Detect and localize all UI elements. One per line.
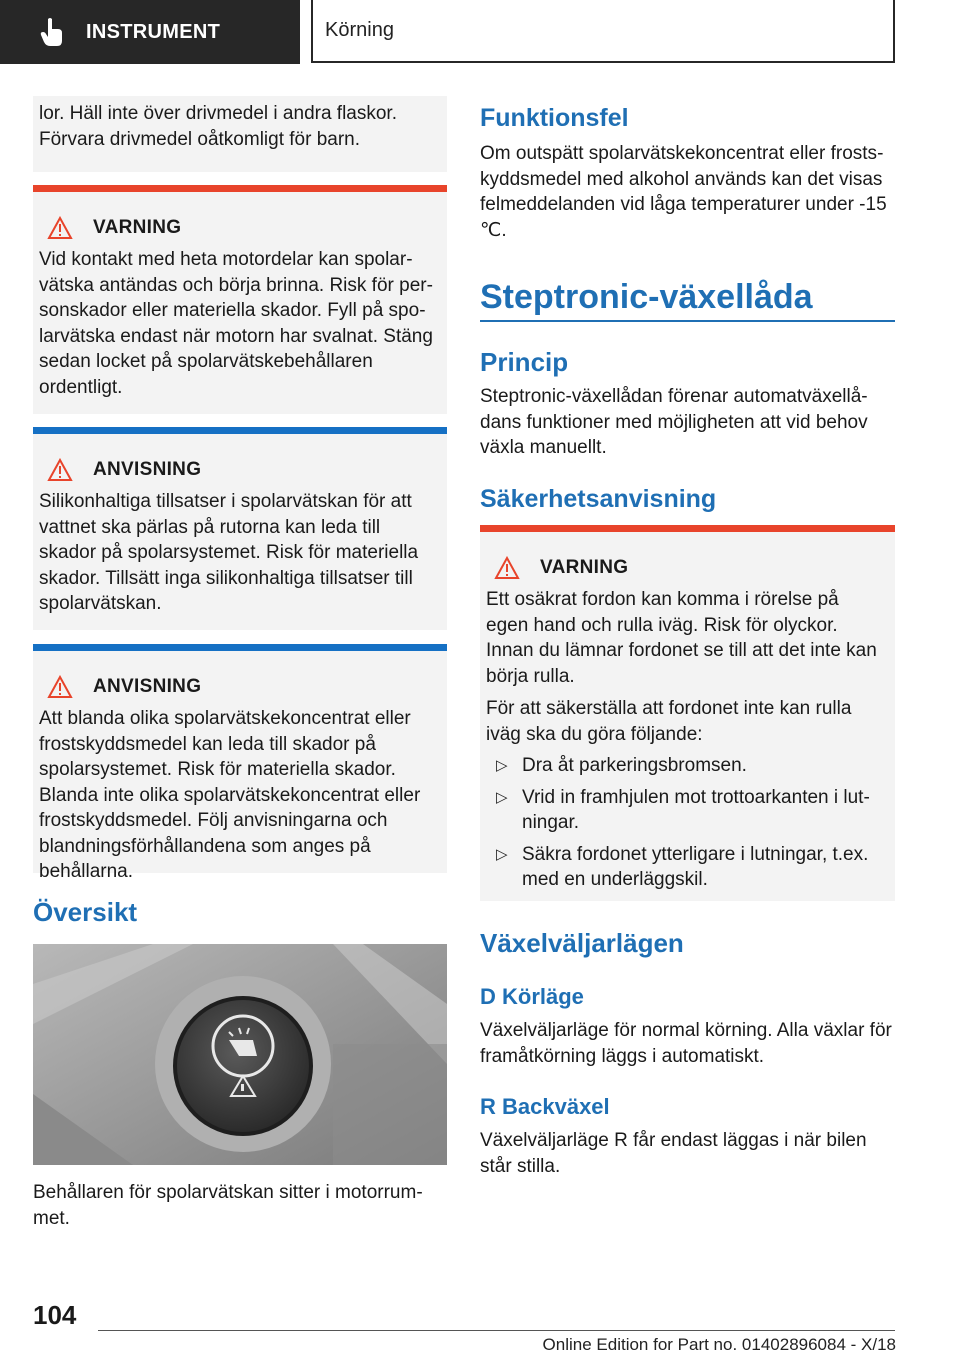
footer-rule <box>98 1330 895 1331</box>
triangle-bullet-icon: ▷ <box>496 788 508 806</box>
notice-box-2 <box>33 644 447 882</box>
notice-text: Att blanda olika spolarvätskekoncentrat eller frostskyddsmedel kan leda till skador på spolarsystemet. Risk för materiella skador. Blanda inte olika spolarvätskekoncentrat eller frostskyddsmedel. Följ anvisningarna och blandningsförhållandena som anges på behållarna. <box>39 708 421 882</box>
warning-triangle-icon <box>494 556 520 580</box>
warning-triangle-icon <box>47 458 73 482</box>
safety-heading: Säkerhetsanvisning <box>480 485 717 513</box>
notice-bar <box>33 427 447 434</box>
warning-text-2: För att säkerställa att fordonet inte kan rulla iväg ska du göra följande: <box>486 698 852 745</box>
malfunction-heading: Funktionsfel <box>480 104 629 132</box>
drive-text: Växelväljarläge för normal körning. Alla växlar för framåtkörning läggs i automatiskt. <box>480 1020 892 1067</box>
bullet-list <box>486 753 883 893</box>
selector-heading: Växelväljarlägen <box>480 928 684 958</box>
principle-text: Steptronic-växellådan förenar automatväxellådans funktioner med möjligheten att vid behov växla manuellt. <box>480 386 868 458</box>
section-title: INSTRUMENT <box>86 20 221 43</box>
intro-box <box>33 96 447 172</box>
malfunction-text: Om outspätt spolarvätskekoncentrat eller frostskyddsmedel med alkohol används kan det visas felmeddelanden vid låga temperaturer under ‑15 ℃. <box>480 143 887 241</box>
notice-label: ANVISNING <box>93 676 202 697</box>
reverse-text: Växelväljarläge R får endast läggas i när bilen står stilla. <box>480 1130 867 1177</box>
notice-text: Silikonhaltiga tillsatser i spolarvätskan för att vattnet ska pärlas på rutorna kan leda till skador på spolarsystemet. Risk för materiella skador. Tillsätt inga silikonhaltiga tillsatser till spolarvätskan. <box>39 491 419 614</box>
warning-label: VARNING <box>540 557 629 578</box>
drive-heading: D Körläge <box>480 984 584 1009</box>
photo-caption: Behållaren för spolarvätskan sitter i motorrummet. <box>33 1182 423 1229</box>
triangle-bullet-icon: ▷ <box>496 757 508 774</box>
warning-box-2 <box>480 525 895 901</box>
page-number: 104 <box>33 1300 77 1330</box>
warning-text-1: Ett osäkrat fordon kan komma i rörelse på egen hand och rulla iväg. Risk för olyckor. Innan du lämnar fordonet se till att det inte kan börja rulla. <box>486 589 877 687</box>
bullet-text: Säkra fordonet ytterligare i lutningar, t.ex. med en underläggskil. <box>522 843 869 890</box>
header-chapter-tab <box>311 0 895 63</box>
bullet-text: Dra åt parkeringsbromsen. <box>522 755 747 776</box>
chapter-title: Körning <box>325 19 394 41</box>
list-item <box>486 753 883 779</box>
list-item <box>486 842 883 893</box>
edition-text: Online Edition for Part no. 01402896084 - X/18 <box>542 1335 896 1354</box>
steptronic-heading: Steptronic-växellåda <box>480 278 813 316</box>
notice-label: ANVISNING <box>93 459 202 480</box>
notice-box-1 <box>33 427 447 630</box>
warning-triangle-icon <box>47 675 73 699</box>
warning-box-1 <box>33 185 447 414</box>
warning-label: VARNING <box>93 217 182 238</box>
warning-text: Vid kontakt med heta motordelar kan spolarvätska antändas och börja brinna. Risk för personskador eller materiella skador. Fyll på spolarvätska endast när motorn har svalnat. Stäng sedan locket på spolarvätskebehållaren ordentligt. <box>39 249 433 398</box>
list-item <box>486 785 883 836</box>
notice-bar <box>33 644 447 651</box>
warning-triangle-icon <box>47 216 73 240</box>
washer-reservoir-photo <box>33 944 447 1165</box>
bullet-text: Vrid in framhjulen mot trottoarkanten i lutningar. <box>522 786 870 833</box>
warning-bar <box>480 525 895 532</box>
triangle-bullet-icon: ▷ <box>496 845 508 863</box>
header-section-tab <box>0 0 300 64</box>
principle-heading: Princip <box>480 347 569 377</box>
reverse-heading: R Backväxel <box>480 1094 610 1119</box>
warning-bar <box>33 185 447 192</box>
heading-rule <box>480 320 895 322</box>
overview-heading: Översikt <box>33 897 138 927</box>
hand-pointer-icon <box>40 17 66 47</box>
intro-box-text: lor. Häll inte över drivmedel i andra flaskor. Förvara drivmedel oåtkomligt för barn. <box>39 103 397 150</box>
